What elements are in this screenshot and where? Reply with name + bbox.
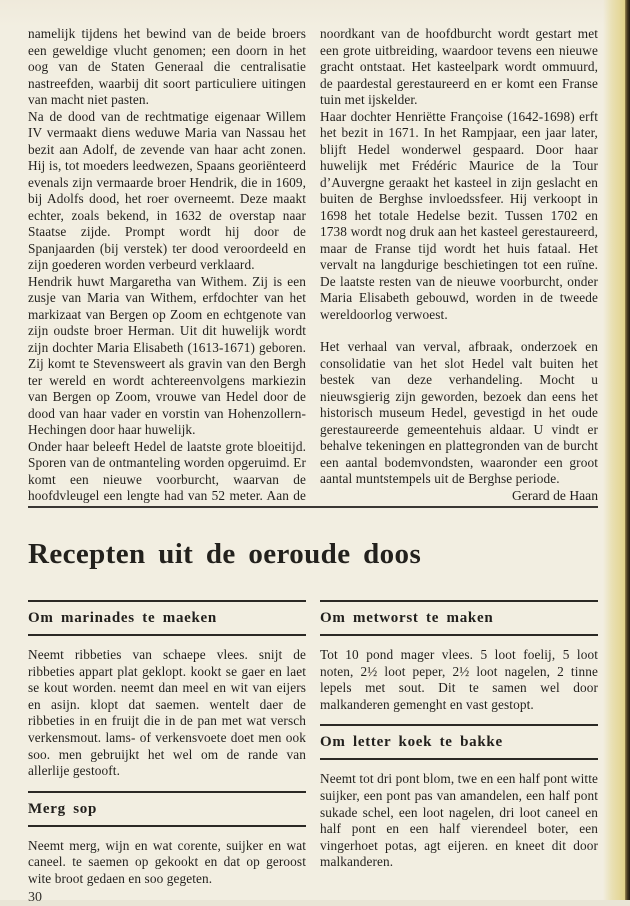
article-paragraph: Hendrik huwt Margaretha van Withem. Zij is een zusje van Maria van Withem, erfdochter van het markizaat van Bergen op Zoom en echtgenote van zijn oudste broer Herman. Uit dit huwelijk wordt zijn dochter Maria Elisabeth (1613-1671) geboren. Zij komt te Stevensweert als gravin van den Bergh ter wereld en wordt achtereenvolgens markiezin van Bergen op Zoom, vrouwe van Hedel door de dood van haar vader en vorstin van Hohenzollern-Hechingen door haar huwelijk. — [28, 273, 306, 437]
recipe-merg-sop — [28, 791, 306, 888]
article-paragraph: Na de dood van de rechtmatige eigenaar Willem IV vermaakt diens weduwe Maria van Nassau het bezit aan Adolf, de zevende van haar acht zonen. Hij is, tot moeders leedwezen, Spaans georiënteerd evenals zijn vermaarde broer Hendrik, die in 1609, bij Adolfs dood, het roer overneemt. Deze maakt echter, zoals bekend, in 1632 de overstap naar Staatse zijde. Prompt wordt hij door de Spanjaarden (bij verstek) ter dood veroordeeld en zijn goederen worden verbeurd verklaard. — [28, 108, 306, 272]
article-paragraph: namelijk tijdens het bewind van de beide broers een geweldige vlucht genomen; een doorn in het oog van de Staten Generaal die centralisatie nastreefden, waarbij dit soort particuliere uitingen van macht niet pasten. — [28, 26, 306, 107]
article-paragraph: noordkant van de hoofdburcht wordt gestart met een grote uitbreiding, waardoor tevens een nieuwe gracht ontstaat. Het kasteelpark wordt ommuurd, de paardestal gerestaureerd en er komt een Franse tuin met ijskelder. — [320, 26, 598, 107]
scan-edge-yellow — [603, 0, 625, 900]
recipe-body: Neemt ribbeties van schaepe vlees. snijt de ribbeties appart plat geklopt. kookt se gaer en laet se kout worden. neemt dan meel en wit van eijers en asijn. klopt dat saemen. wentelt daer de ribbeties in en fruijt die in de pan met wat versch verkensmout. lams- of verkensvoete doet men ook soo. men gebruijkt het wel om de rande van allerlije gestooft. — [28, 647, 306, 779]
recipe-metworst — [320, 600, 598, 713]
recipes-section — [28, 600, 598, 906]
recipes-section-title: Recepten uit de oeroude doos — [28, 538, 422, 570]
recipe-letterkoek — [320, 724, 598, 871]
scan-edge-dark — [625, 0, 630, 900]
recipe-body: Tot 10 pond mager vlees. 5 loot foelij, 5 loot noten, 2½ loot peper, 2½ loot nagelen, 2 tinne lepels met sout. Dit te samen wel door malkanderen gemenght en vast gestopt. — [320, 647, 598, 712]
recipes-right-column — [320, 600, 598, 906]
article-paragraph: Het verhaal van verval, afbraak, onderzoek en consolidatie van het slot Hedel valt buiten het bestek van deze verhandeling. Mocht u nieuwsgierig zijn geworden, bezoek dan eens het historisch museum Hedel, gevestigd in het oude gerestaureerde gemeentehuis aldaar. U vindt er behalve tekeningen en plattegronden van de burcht een aantal bodemvondsten, waaronder een groot aantal muntstempels uit de Berghse periode. — [320, 339, 598, 486]
article-paragraph: Haar dochter Henriëtte Françoise (1642-1698) erft het bezit in 1671. In het Rampjaar, een jaar later, blijft Hedel wonderwel gespaard. Door haar huwelijk met Frédéric Maurice de la Tour d’Auvergne geraakt het kasteel in zijn geslacht en buiten de Berghse invloedssfeer. Hij verkoopt in 1698 het totale Hedelse bezit. Tussen 1702 en 1738 wordt nog druk aan het kasteel gerestaureerd, maar de Franse tijd wordt het huis fataal. Het vervalt na langdurige beschietingen tot een ruïne. De laatste resten van de nieuwe voorburcht, onder Maria Elisabeth gebouwd, worden in de tweede wereldoorlog verwoest. — [320, 108, 598, 322]
page-content — [28, 26, 598, 906]
article-left-column — [28, 26, 306, 504]
article — [28, 26, 598, 504]
article-right-column — [320, 26, 598, 504]
page-number: 30 — [28, 889, 42, 905]
recipes-left-column — [28, 600, 306, 906]
recipe-title: Om marinades te maeken — [28, 600, 306, 636]
recipe-title: Om letter koek te bakke — [320, 724, 598, 760]
recipe-title: Om metworst te maken — [320, 600, 598, 636]
recipe-title: Merg sop — [28, 791, 306, 827]
recipe-body: Neemt merg, wijn en wat corente, suijker en wat caneel. te saemen op gekookt en dat op geroost wite broot gedaen en soo gegeten. — [28, 837, 306, 886]
article-byline: Gerard de Haan — [511, 487, 598, 503]
recipe-marinades — [28, 600, 306, 780]
article-paragraph: Onder haar beleeft Hedel de laatste grote bloeitijd. Sporen van de ontmanteling worden opgeruimd. Er komt een nieuwe voorburcht, waarvan de hoofdvleugel een lengte had van 52 meter. Aan de — [28, 438, 306, 503]
recipe-body: Neemt tot dri pont blom, twe en een half pont witte suijker, een pont pas van amandelen, een half pont sukade schel, een loot nagelen, dri loot caneel en half pont en een half vierendeel boter, een vingerhoet potas, agt eijeren. en kneet dit door malkanderen. — [320, 771, 598, 870]
section-divider-rule — [28, 506, 598, 508]
